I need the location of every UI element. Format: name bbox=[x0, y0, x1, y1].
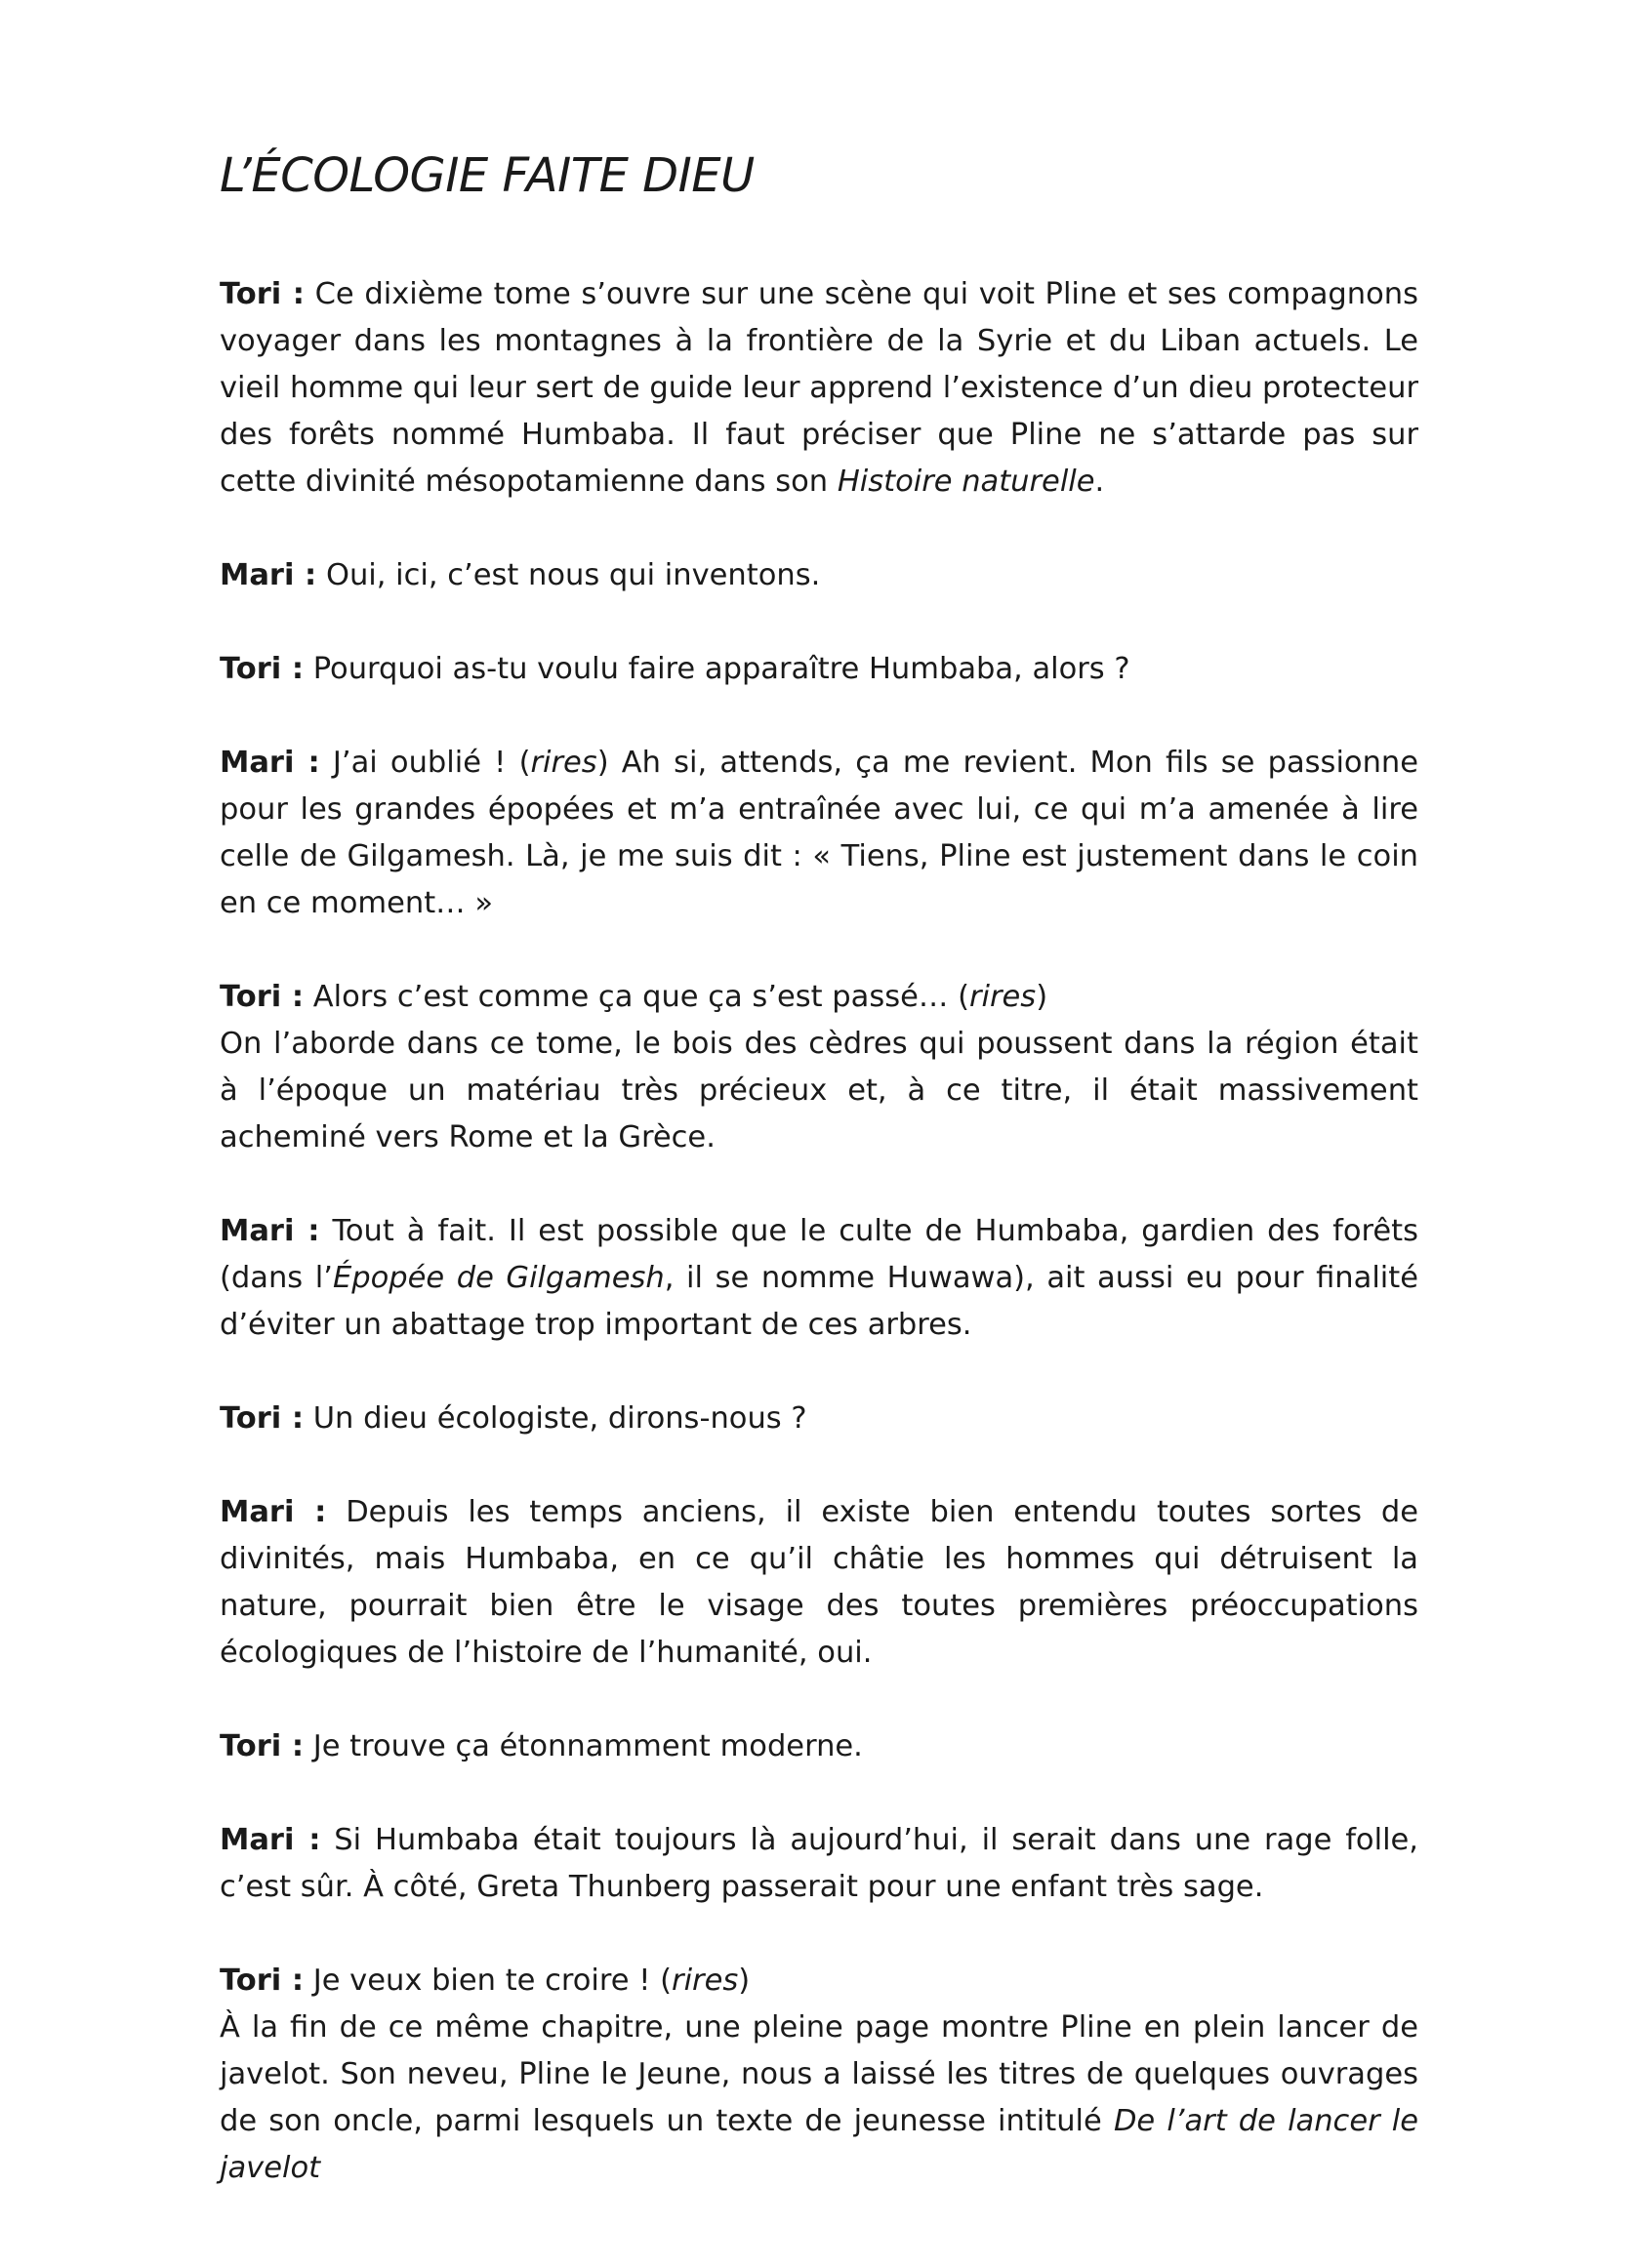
dialogue-line bbox=[220, 552, 1418, 599]
dialogue-paragraph bbox=[220, 1817, 1418, 1911]
dialogue-line bbox=[220, 271, 1418, 506]
speaker-name: Mari : bbox=[220, 1495, 327, 1529]
text-run: . bbox=[1094, 465, 1105, 499]
italic-text: rires bbox=[672, 1964, 739, 1998]
dialogue-line bbox=[220, 1489, 1418, 1677]
speaker-name: Tori : bbox=[220, 1964, 305, 1998]
speaker-name: Tori : bbox=[220, 1729, 305, 1763]
dialogue-line bbox=[220, 740, 1418, 927]
page-title: L’ÉCOLOGIE FAITE DIEU bbox=[220, 148, 755, 203]
text-run: Alors c’est comme ça que ça s’est passé… ( bbox=[304, 980, 969, 1014]
speaker-name: Tori : bbox=[220, 1401, 305, 1436]
dialogue-paragraph bbox=[220, 974, 1418, 1161]
speaker-name: Mari : bbox=[220, 746, 320, 780]
text-run: Je veux bien te croire ! ( bbox=[304, 1964, 673, 1998]
dialogue-continuation bbox=[220, 2005, 1418, 2192]
italic-text: De l’art de lancer le javelot bbox=[220, 2104, 1419, 2185]
italic-text: Histoire naturelle bbox=[837, 465, 1095, 499]
dialogue-line bbox=[220, 1723, 1418, 1770]
speaker-name: Tori : bbox=[220, 652, 305, 686]
text-run: , il se nomme Huwawa), ait aussi eu pour finalité d’éviter un abattage trop important de ces arbres. bbox=[220, 1261, 1418, 1342]
text-run: J’ai oublié ! ( bbox=[319, 746, 531, 780]
speaker-name: Tori : bbox=[220, 277, 305, 311]
dialogue-line bbox=[220, 1817, 1418, 1911]
dialogue-paragraph bbox=[220, 1396, 1418, 1442]
dialogue-paragraph bbox=[220, 646, 1418, 693]
dialogue-paragraph bbox=[220, 1489, 1418, 1677]
dialogue-line bbox=[220, 1958, 1418, 2005]
dialogue-line bbox=[220, 1396, 1418, 1442]
page-content bbox=[220, 146, 1418, 2239]
italic-text: rires bbox=[530, 746, 597, 780]
speaker-name: Mari : bbox=[220, 1823, 321, 1857]
dialogue-paragraph bbox=[220, 271, 1418, 506]
speaker-name: Tori : bbox=[220, 980, 305, 1014]
text-run: ) Ah si, attends, ça me revient. Mon fils se passionne pour les grandes épopées et m’a entraînée avec lui, ce qui m’a amenée à lire celle de Gilgamesh. Là, je me suis dit : « Tiens, Pline est justement dans le coin en ce moment… » bbox=[220, 746, 1419, 920]
dialogue-paragraph bbox=[220, 740, 1418, 927]
text-run: Je trouve ça étonnamment moderne. bbox=[304, 1729, 863, 1763]
text-run: Depuis les temps anciens, il existe bien entendu toutes sortes de divinités, mais Humbaba, en ce qu’il châtie les hommes qui détruisent la nature, pourrait bien être le visage des toutes premières préoccupations écologiques de l’histoire de l’humanité, oui. bbox=[220, 1495, 1418, 1670]
dialogue-paragraph bbox=[220, 1208, 1418, 1349]
text-run: ) bbox=[738, 1964, 751, 1998]
text-run: À la fin de ce même chapitre, une pleine page montre Pline en plein lancer de javelot. Son neveu, Pline le Jeune, nous a laissé les titres de quelques ouvrages de son oncle, parmi lesquels un texte de jeunesse intitulé bbox=[220, 2010, 1418, 2138]
text-run: Oui, ici, c’est nous qui inventons. bbox=[316, 558, 821, 592]
speaker-name: Mari : bbox=[220, 1214, 320, 1248]
text-run: Ce dixième tome s’ouvre sur une scène qui voit Pline et ses compagnons voyager dans les montagnes à la frontière de la Syrie et du Liban actuels. Le vieil homme qui leur sert de guide leur apprend l’existence d’un dieu protecteur des forêts nommé Humbaba. Il faut préciser que Pline ne s’attarde pas sur cette divinité mésopotamienne dans son bbox=[220, 277, 1418, 499]
text-run: Pourquoi as-tu voulu faire apparaître Humbaba, alors ? bbox=[304, 652, 1130, 686]
dialogue-paragraph bbox=[220, 552, 1418, 599]
dialogue-paragraph bbox=[220, 1958, 1418, 2192]
text-run: Tout à fait. Il est possible que le culte de Humbaba, gardien des forêts (dans l’ bbox=[220, 1214, 1418, 1295]
interview-body bbox=[220, 271, 1418, 2192]
dialogue-line bbox=[220, 1208, 1418, 1349]
text-run: Un dieu écologiste, dirons-nous ? bbox=[304, 1401, 807, 1436]
speaker-name: Mari : bbox=[220, 558, 317, 592]
dialogue-line bbox=[220, 974, 1418, 1021]
text-run: Si Humbaba était toujours là aujourd’hui, il serait dans une rage folle, c’est sûr. À côté, Greta Thunberg passerait pour une enfant très sage. bbox=[220, 1823, 1419, 1904]
italic-text: rires bbox=[968, 980, 1037, 1014]
dialogue-line bbox=[220, 646, 1418, 693]
dialogue-paragraph bbox=[220, 1723, 1418, 1770]
italic-text: Épopée de Gilgamesh bbox=[332, 1261, 665, 1295]
text-run: ) bbox=[1036, 980, 1048, 1014]
dialogue-continuation: On l’aborde dans ce tome, le bois des cèdres qui poussent dans la région était à l’époque un matériau très précieux et, à ce titre, il était massivement acheminé vers Rome et la Grèce. bbox=[220, 1027, 1418, 1154]
